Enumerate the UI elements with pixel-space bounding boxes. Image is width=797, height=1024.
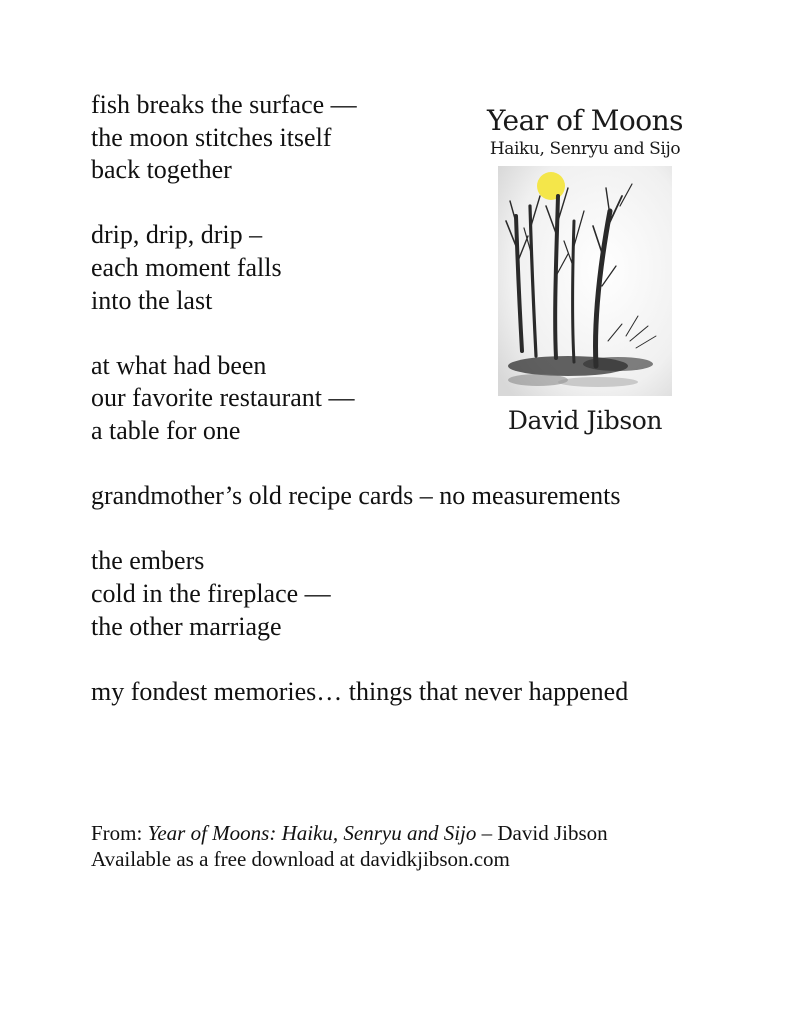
poem-line: into the last: [91, 285, 213, 315]
source-line: [91, 820, 608, 846]
book-cover: [478, 104, 692, 456]
poem-line: my fondest memories… things that never happened: [91, 676, 629, 706]
poem-line: each moment falls: [91, 252, 282, 282]
source-prefix: From:: [91, 821, 148, 845]
moon-icon: [537, 172, 565, 200]
cover-author: David Jibson: [507, 406, 663, 435]
cover-title: Year of Moons: [486, 104, 683, 137]
poem-line: at what had been: [91, 350, 267, 380]
poem-line: a table for one: [91, 415, 241, 445]
poem-line: the moon stitches itself: [91, 122, 332, 152]
poem-embers: [91, 545, 731, 643]
source-author: David Jibson: [497, 821, 608, 845]
poem-line: the embers: [91, 546, 205, 576]
cover-illustration: [498, 166, 672, 396]
poem-line: fish breaks the surface —: [91, 90, 357, 119]
poem-line: our favorite restaurant —: [91, 383, 355, 413]
source-book-title: Year of Moons: Haiku, Senryu and Sijo: [147, 821, 477, 845]
source-separator: –: [476, 821, 498, 845]
poem-line: back together: [91, 155, 232, 185]
poem-recipe: [91, 480, 731, 513]
availability-line: Available as a free download at davidkjibson.com: [91, 847, 510, 871]
source-footer: [91, 820, 608, 872]
poem-memories: [91, 676, 731, 709]
cover-subtitle: Haiku, Senryu and Sijo: [489, 139, 681, 159]
poem-line: drip, drip, drip –: [91, 220, 263, 250]
poem-line: the other marriage: [91, 611, 282, 641]
poem-line: cold in the fireplace —: [91, 578, 331, 608]
poem-line: grandmother’s old recipe cards – no measurements: [91, 481, 621, 511]
